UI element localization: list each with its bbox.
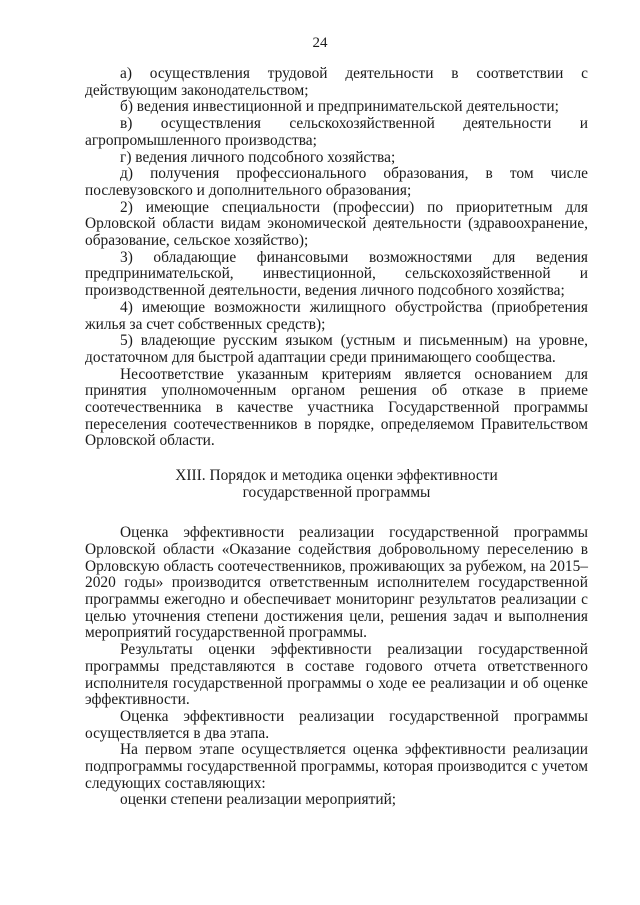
paragraph-item-d: д) получения профессионального образования, в том числе послевузовского и дополнительного образования; <box>85 165 588 199</box>
page-number: 24 <box>312 35 328 51</box>
paragraph-item-b: б) ведения инвестиционной и предпринимательской деятельности; <box>120 98 559 116</box>
paragraph-item-v: в) осуществления сельскохозяйственной деятельности и агропромышленного производства; <box>85 115 588 149</box>
paragraph-item-3: 3) обладающие финансовыми возможностями для ведения предпринимательской, инвестиционной, сельскохозяйственной и производственной деятельности, ведения личного подсобного хозяйства; <box>85 248 588 300</box>
paragraph-measures: оценки степени реализации мероприятий; <box>120 791 397 809</box>
paragraph-two-stages: Оценка эффективности реализации государственной программы осуществляется в два этапа. <box>85 707 588 742</box>
paragraph-item-2: 2) имеющие специальности (профессии) по приоритетным для Орловской области видам экономической деятельности (здравоохранение, образование, сельское хозяйство); <box>85 198 588 250</box>
section-heading-line-1: XIII. Порядок и методика оценки эффективности <box>175 467 498 485</box>
document-body <box>85 66 588 809</box>
paragraph-results: Результаты оценки эффективности реализации государственной программы представляются в составе годового отчета ответственного исполнителя государственной программы о ходе ее реализации и об оценке эффективности. <box>85 641 588 709</box>
section-heading-line-2: государственной программы <box>242 484 431 502</box>
paragraph-item-a: а) осуществления трудовой деятельности в соответствии с действующим законодательством; <box>85 65 588 99</box>
paragraph-nonconformity: Несоответствие указанным критериям является основанием для принятия уполномоченным органом решения об отказе в приеме соотечественника в качестве участника Государственной программы переселения соотечественников в порядке, определяемом Правительством Орловской области. <box>85 365 588 450</box>
paragraph-item-4: 4) имеющие возможности жилищного обустройства (приобретения жилья за счет собственных средств); <box>85 298 588 333</box>
paragraph-first-stage: На первом этапе осуществляется оценка эффективности реализации подпрограммы государственной программы, которая производится с учетом следующих составляющих: <box>85 741 588 792</box>
paragraph-evaluation: Оценка эффективности реализации государственной программы Орловской области «Оказание содействия добровольному переселению в Орловскую область соотечественников, проживающих за рубежом, на 2015–2020 годы» производится ответственным исполнителем государственной программы ежегодно и обеспечивает мониторинг результатов реализации с целью уточнения степени достижения цели, решения задач и выполнения мероприятий государственной программы. <box>85 524 588 642</box>
paragraph-item-5: 5) владеющие русским языком (устным и письменным) на уровне, достаточном для быстрой адаптации среди принимающего сообщества. <box>85 332 588 366</box>
paragraph-item-g: г) ведения личного подсобного хозяйства; <box>120 148 396 166</box>
